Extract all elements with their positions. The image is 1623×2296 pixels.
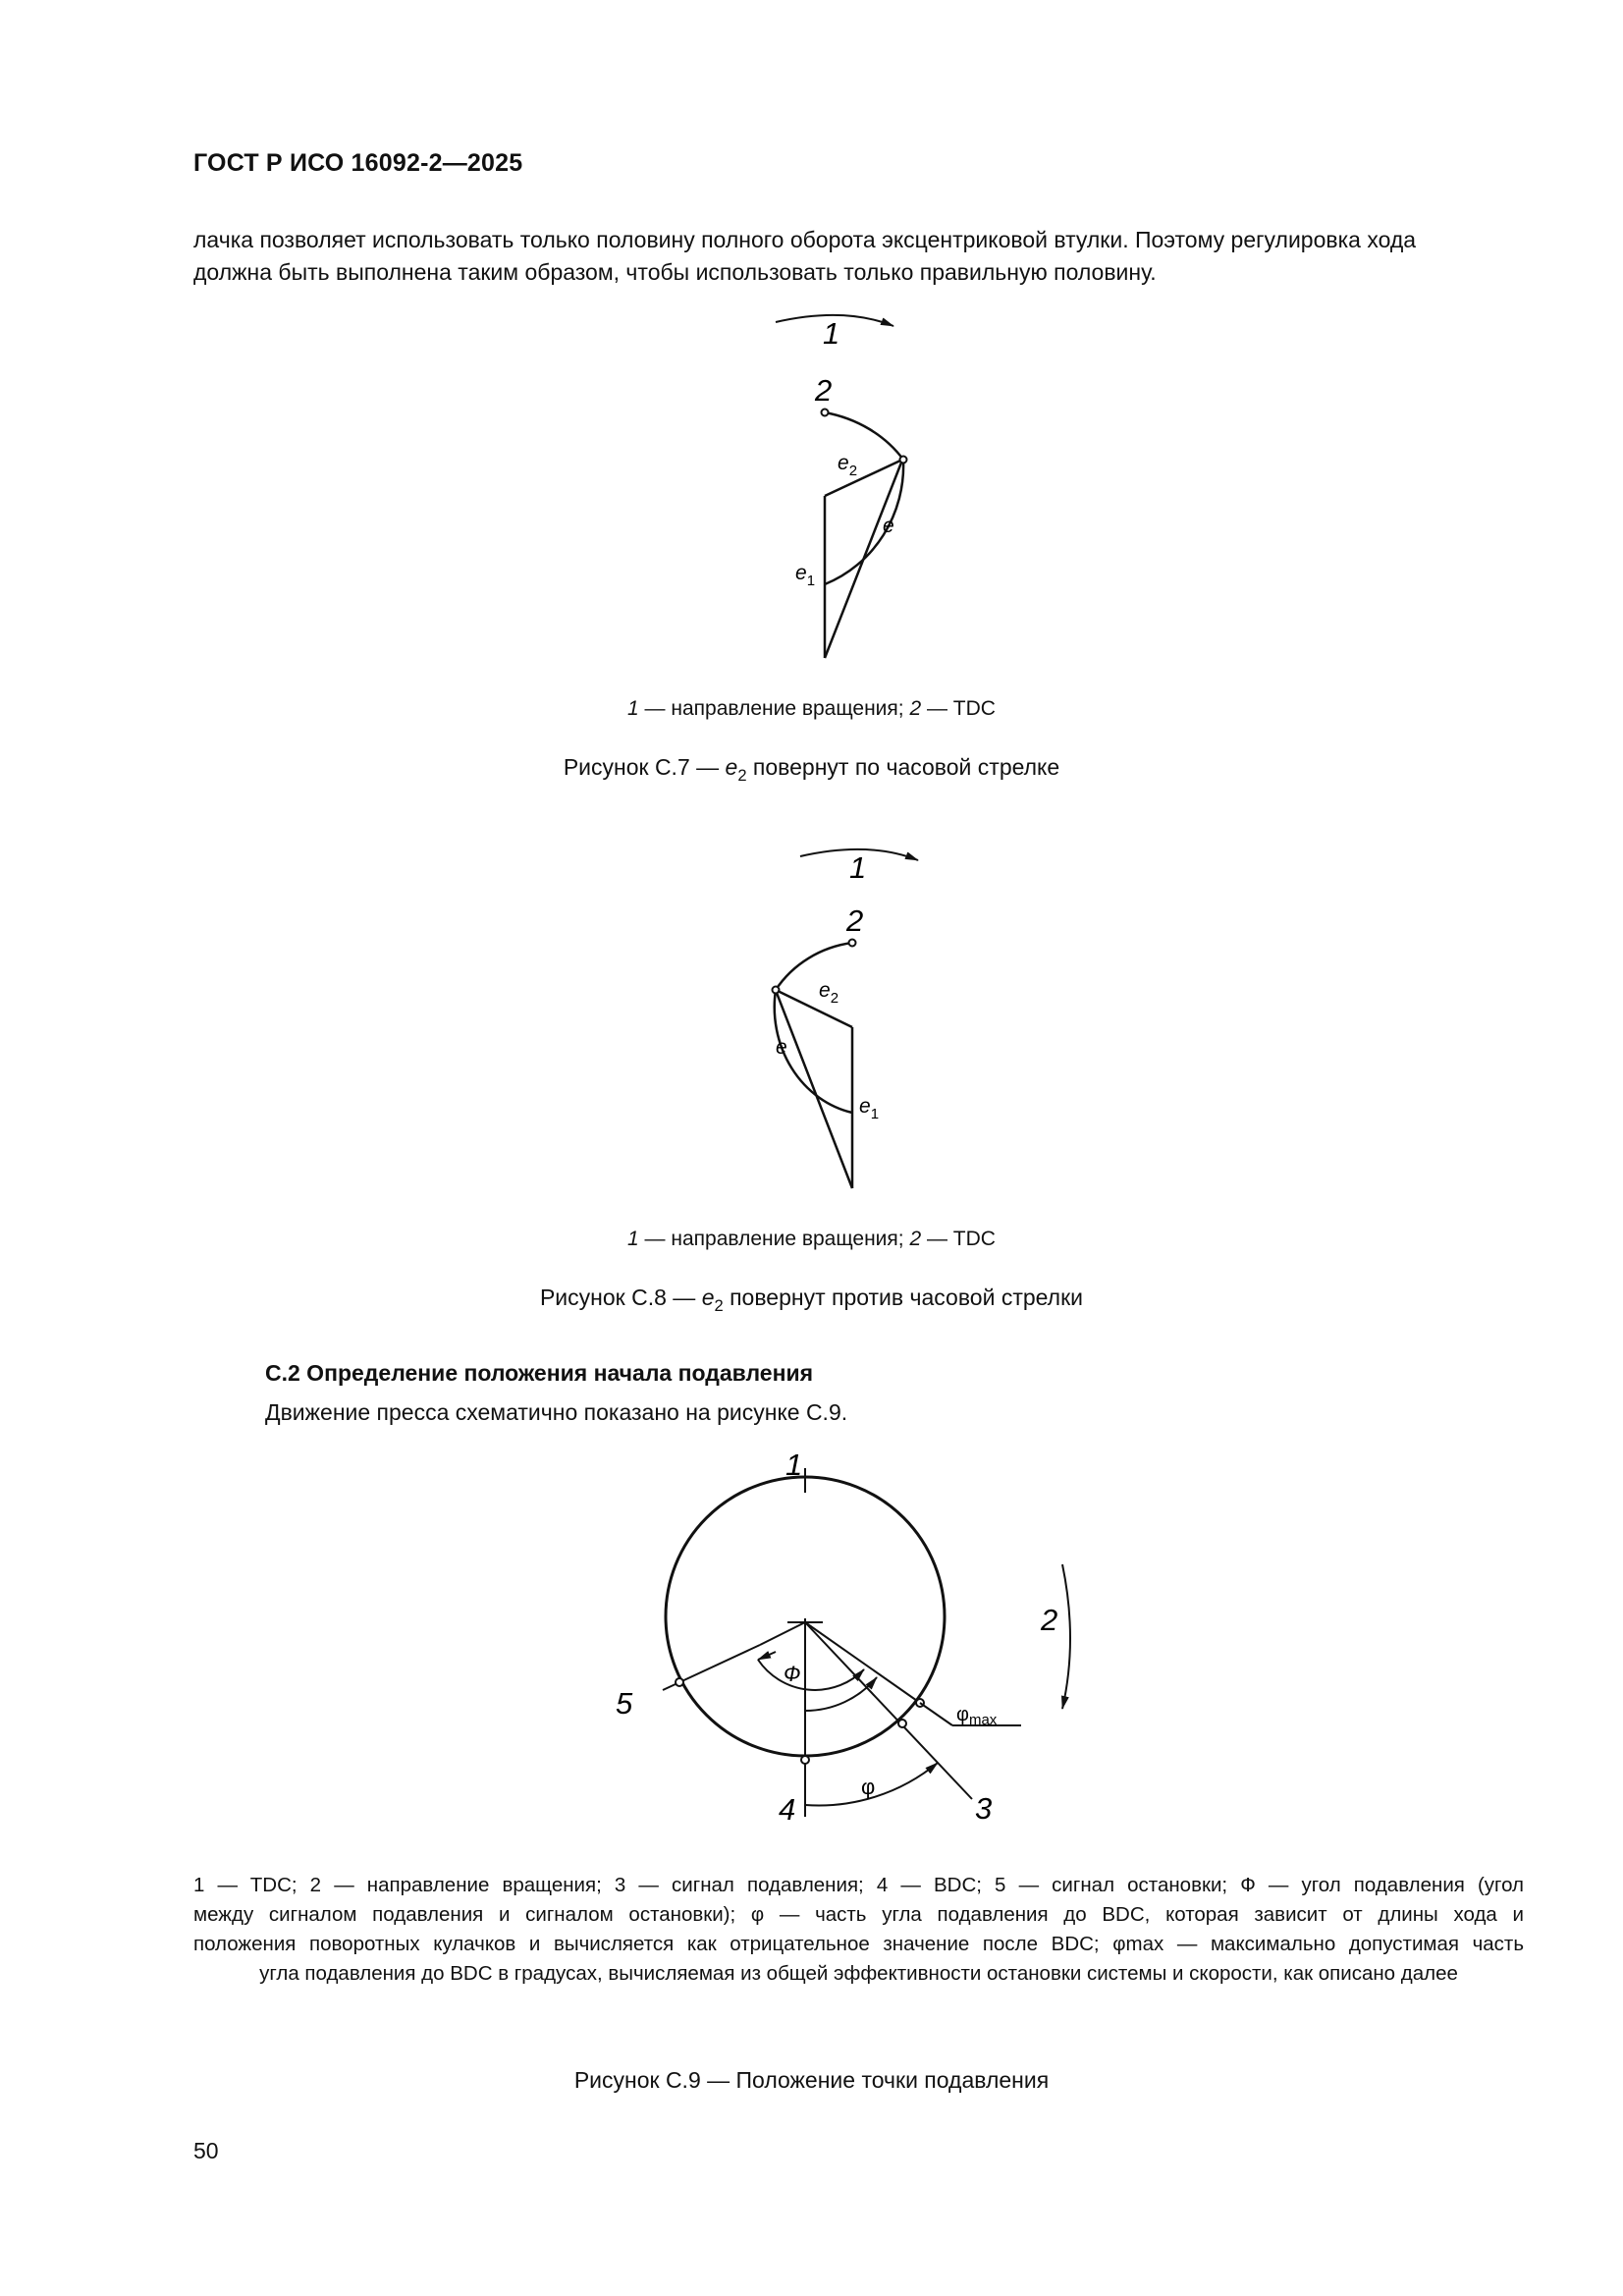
figure-c8 [773,849,919,1188]
phi-angle-arc [758,1660,864,1690]
label-1: 1 [785,1448,803,1482]
page-number: 50 [193,2138,219,2163]
label-2: 2 [846,903,864,938]
section-intro: Движение пресса схематично показано на рисунке С.9. [265,1399,848,1425]
section-heading: С.2 Определение положения начала подавления [265,1360,814,1386]
tdc-point [822,410,829,416]
figure-c7-caption: Рисунок С.7 — $e_2$ повернут по часовой стрелке [563,754,1060,785]
figure-c7-legend: 1 — направление вращения; 2 — TDC [627,697,996,720]
figure-c7 [776,315,907,658]
paragraph-line: лачка позволяет использовать только половину полного оборота эксцентриковой втулки. Поэтому регулировка хода [193,227,1417,252]
label-phimax: $\varphi_{max}$ [956,1704,998,1728]
document-header: ГОСТ Р ИСО 16092-2—2025 [193,149,523,177]
phimax-leader [920,1703,952,1725]
e2-point [900,457,907,464]
figure-c9-legend [193,1871,1524,1989]
stop-signal-line [760,1622,805,1645]
label-phi: φ [861,1775,876,1799]
legend-line: положения поворотных кулачков и вычисляется как отрицательное значение после BDC; φmax — максимально допустимая часть [193,1933,1524,1955]
inner-arc [805,1677,877,1711]
legend-line: угла подавления до BDC в градусах, вычисляемая из общей эффективности остановки системы и скорости, как описано далее [259,1962,1458,1985]
label-5: 5 [616,1686,633,1721]
stop-signal-point [676,1678,683,1686]
label-Phi: Ф [784,1662,801,1686]
figure-c8-legend: 1 — направление вращения; 2 — TDC [627,1228,996,1250]
label-e1: $e_1$ [795,562,816,589]
legend-line: 1 — TDC; 2 — направление вращения; 3 — сигнал подавления; 4 — BDC; 5 — сигнал остановки; Ф — угол подавления (угол [193,1874,1524,1896]
label-e: e [776,1036,787,1059]
label-1: 1 [823,316,840,351]
figure-c8-caption: Рисунок С.8 — $e_2$ повернут против часовой стрелки [539,1285,1084,1315]
figure-c9 [616,1448,1070,1827]
muting-signal-point [898,1720,906,1727]
muting-signal-line [805,1622,972,1799]
label-e2: $e_2$ [819,979,839,1007]
label-4: 4 [779,1792,796,1827]
rotation-direction-arrow [1062,1564,1070,1709]
legend-line: между сигналом подавления и сигналом остановки); φ — часть угла подавления до BDC, которая зависит от длины хода и [193,1903,1524,1926]
label-2: 2 [815,373,833,408]
label-e: e [883,515,894,537]
label-3: 3 [975,1791,993,1826]
bdc-point [801,1756,809,1764]
label-1: 1 [849,850,867,885]
paragraph-line: должна быть выполнена таким образом, чтобы использовать только правильную половину. [193,259,1157,285]
label-2: 2 [1041,1603,1058,1637]
tdc-point [849,940,856,947]
figure-c9-caption: Рисунок С.9 — Положение точки подавления [573,2067,1050,2093]
label-e2: $e_2$ [838,452,858,479]
phi-angle-arc-start [758,1652,776,1660]
label-e1: $e_1$ [859,1095,880,1122]
